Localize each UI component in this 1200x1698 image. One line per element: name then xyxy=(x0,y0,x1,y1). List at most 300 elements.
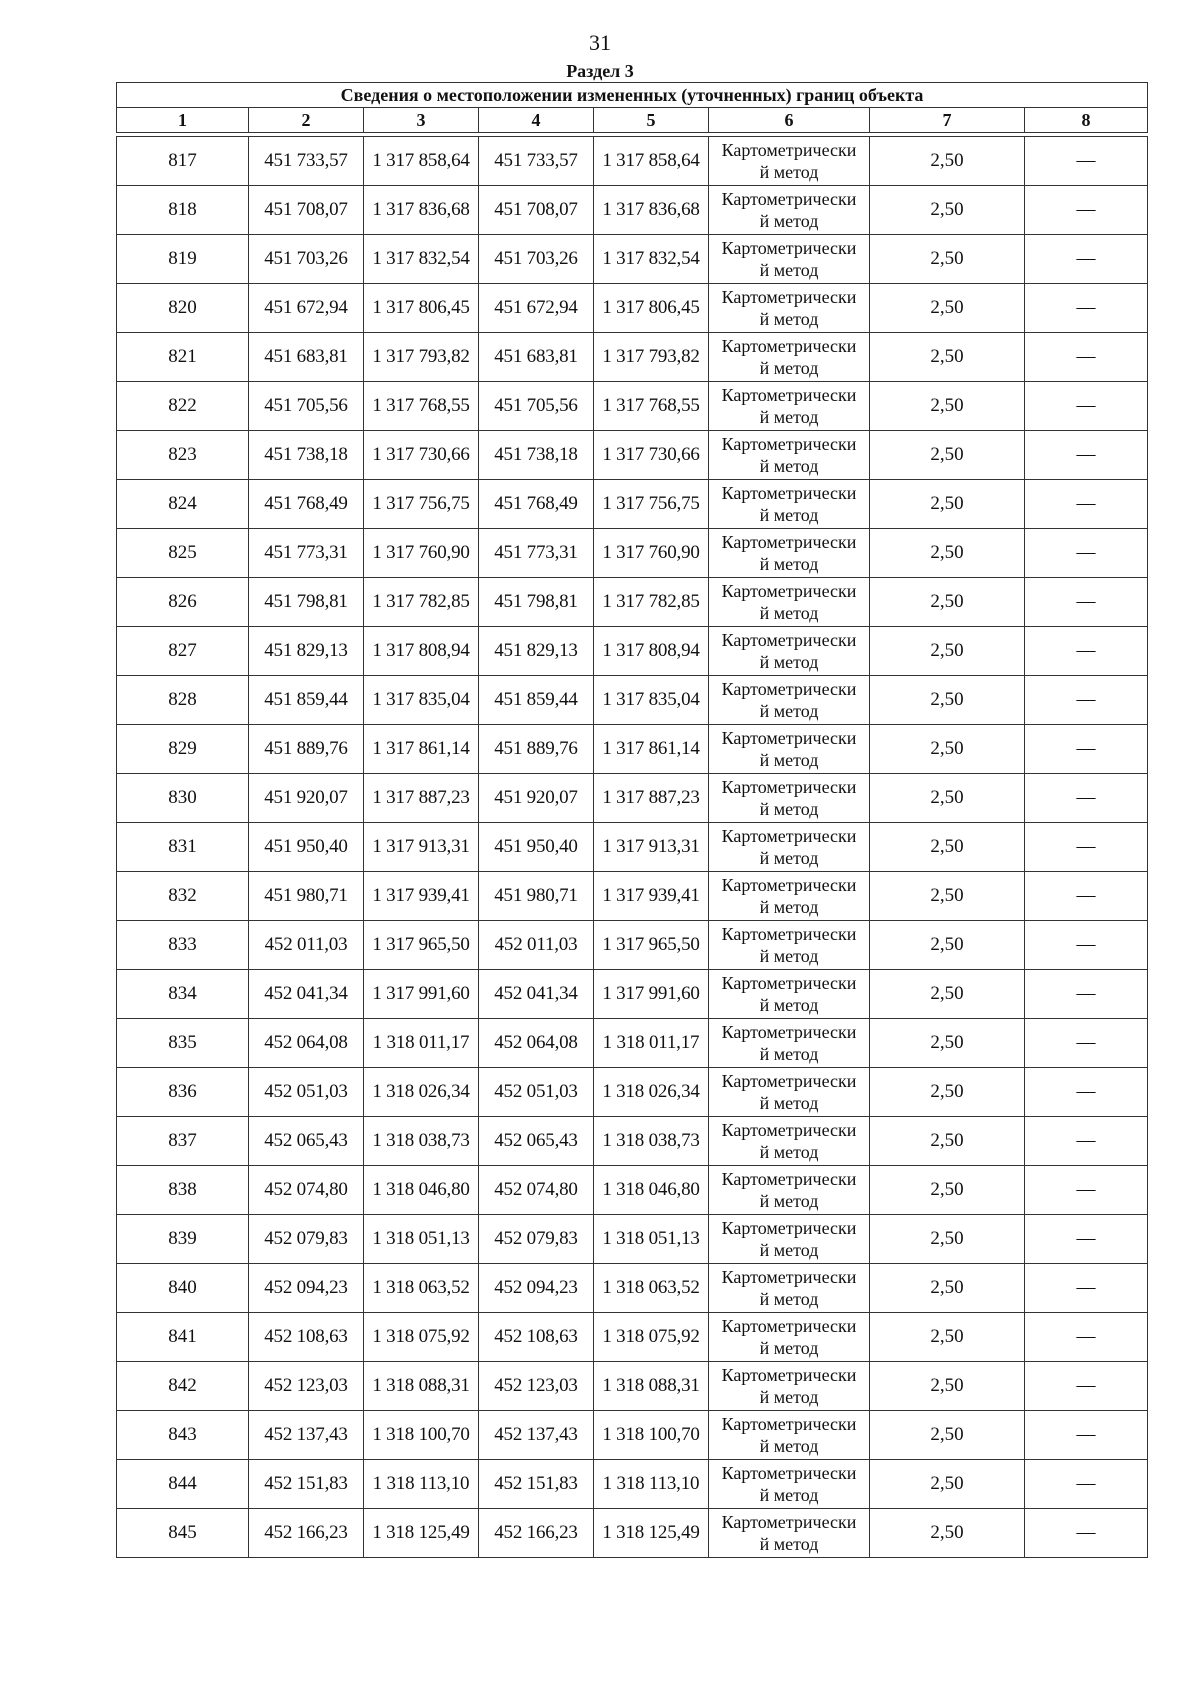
y-existing-cell: 1 318 125,49 xyxy=(364,1509,479,1558)
note-cell: — xyxy=(1025,333,1148,382)
y-refined-cell: 1 317 861,14 xyxy=(594,725,709,774)
point-number-cell: 844 xyxy=(117,1460,249,1509)
point-number-cell: 835 xyxy=(117,1019,249,1068)
y-existing-cell: 1 317 991,60 xyxy=(364,970,479,1019)
y-refined-cell: 1 317 808,94 xyxy=(594,627,709,676)
method-cell xyxy=(709,774,870,823)
method-cell xyxy=(709,578,870,627)
method-text-line1: Картометрически xyxy=(721,630,857,650)
table-row xyxy=(117,1019,1148,1068)
y-refined-cell: 1 318 046,80 xyxy=(594,1166,709,1215)
method-cell xyxy=(709,529,870,578)
point-number-cell: 817 xyxy=(117,137,249,186)
accuracy-cell: 2,50 xyxy=(870,333,1025,382)
table-row xyxy=(117,921,1148,970)
point-number-cell: 820 xyxy=(117,284,249,333)
coordinates-table xyxy=(116,82,1148,1558)
point-number-cell: 825 xyxy=(117,529,249,578)
method-text-line1: Картометрически xyxy=(721,238,857,258)
y-refined-cell: 1 317 782,85 xyxy=(594,578,709,627)
y-refined-cell: 1 317 939,41 xyxy=(594,872,709,921)
x-existing-cell: 451 859,44 xyxy=(249,676,364,725)
note-cell: — xyxy=(1025,1019,1148,1068)
accuracy-cell: 2,50 xyxy=(870,1019,1025,1068)
note-cell: — xyxy=(1025,431,1148,480)
y-existing-cell: 1 317 887,23 xyxy=(364,774,479,823)
x-refined-cell: 451 950,40 xyxy=(479,823,594,872)
method-text-line1: Картометрически xyxy=(721,924,857,944)
y-existing-cell: 1 318 051,13 xyxy=(364,1215,479,1264)
column-number-row xyxy=(117,108,1148,133)
y-refined-cell: 1 318 063,52 xyxy=(594,1264,709,1313)
column-number-3: 3 xyxy=(364,108,479,133)
y-refined-cell: 1 317 836,68 xyxy=(594,186,709,235)
y-existing-cell: 1 317 858,64 xyxy=(364,137,479,186)
accuracy-cell: 2,50 xyxy=(870,774,1025,823)
y-refined-cell: 1 317 760,90 xyxy=(594,529,709,578)
x-existing-cell: 451 980,71 xyxy=(249,872,364,921)
y-existing-cell: 1 317 730,66 xyxy=(364,431,479,480)
y-existing-cell: 1 317 832,54 xyxy=(364,235,479,284)
x-refined-cell: 451 703,26 xyxy=(479,235,594,284)
column-number-1: 1 xyxy=(117,108,249,133)
x-existing-cell: 451 889,76 xyxy=(249,725,364,774)
y-refined-cell: 1 318 075,92 xyxy=(594,1313,709,1362)
y-existing-cell: 1 318 063,52 xyxy=(364,1264,479,1313)
method-text-line2: й метод xyxy=(759,750,819,770)
x-refined-cell: 451 768,49 xyxy=(479,480,594,529)
y-refined-cell: 1 318 011,17 xyxy=(594,1019,709,1068)
y-existing-cell: 1 317 835,04 xyxy=(364,676,479,725)
accuracy-cell: 2,50 xyxy=(870,578,1025,627)
accuracy-cell: 2,50 xyxy=(870,921,1025,970)
column-number-4: 4 xyxy=(479,108,594,133)
accuracy-cell: 2,50 xyxy=(870,627,1025,676)
method-text-line2: й метод xyxy=(759,1485,819,1505)
column-number-7: 7 xyxy=(870,108,1025,133)
y-refined-cell: 1 317 756,75 xyxy=(594,480,709,529)
table-row xyxy=(117,872,1148,921)
y-existing-cell: 1 317 861,14 xyxy=(364,725,479,774)
method-text-line1: Картометрически xyxy=(721,679,857,699)
y-refined-cell: 1 318 051,13 xyxy=(594,1215,709,1264)
method-text-line1: Картометрически xyxy=(721,777,857,797)
table-row xyxy=(117,1509,1148,1558)
method-cell xyxy=(709,1264,870,1313)
note-cell: — xyxy=(1025,1313,1148,1362)
method-text-line1: Картометрически xyxy=(721,1267,857,1287)
point-number-cell: 839 xyxy=(117,1215,249,1264)
x-existing-cell: 451 829,13 xyxy=(249,627,364,676)
note-cell: — xyxy=(1025,1215,1148,1264)
point-number-cell: 840 xyxy=(117,1264,249,1313)
method-cell xyxy=(709,1019,870,1068)
method-cell xyxy=(709,1215,870,1264)
x-refined-cell: 451 672,94 xyxy=(479,284,594,333)
x-existing-cell: 451 768,49 xyxy=(249,480,364,529)
method-text-line1: Картометрически xyxy=(721,189,857,209)
y-existing-cell: 1 318 113,10 xyxy=(364,1460,479,1509)
accuracy-cell: 2,50 xyxy=(870,970,1025,1019)
x-existing-cell: 451 920,07 xyxy=(249,774,364,823)
x-existing-cell: 452 108,63 xyxy=(249,1313,364,1362)
x-existing-cell: 452 123,03 xyxy=(249,1362,364,1411)
y-refined-cell: 1 318 125,49 xyxy=(594,1509,709,1558)
note-cell: — xyxy=(1025,676,1148,725)
method-cell xyxy=(709,627,870,676)
note-cell: — xyxy=(1025,921,1148,970)
point-number-cell: 842 xyxy=(117,1362,249,1411)
x-refined-cell: 452 079,83 xyxy=(479,1215,594,1264)
accuracy-cell: 2,50 xyxy=(870,1117,1025,1166)
method-text-line1: Картометрически xyxy=(721,1316,857,1336)
x-refined-cell: 452 074,80 xyxy=(479,1166,594,1215)
x-refined-cell: 451 705,56 xyxy=(479,382,594,431)
column-number-8: 8 xyxy=(1025,108,1148,133)
x-existing-cell: 451 683,81 xyxy=(249,333,364,382)
point-number-cell: 836 xyxy=(117,1068,249,1117)
method-cell xyxy=(709,921,870,970)
method-text-line1: Картометрически xyxy=(721,581,857,601)
point-number-cell: 838 xyxy=(117,1166,249,1215)
table-caption: Сведения о местоположении измененных (уточненных) границ объекта xyxy=(117,83,1148,108)
point-number-cell: 821 xyxy=(117,333,249,382)
method-cell xyxy=(709,1509,870,1558)
note-cell: — xyxy=(1025,186,1148,235)
accuracy-cell: 2,50 xyxy=(870,1264,1025,1313)
accuracy-cell: 2,50 xyxy=(870,725,1025,774)
y-refined-cell: 1 318 038,73 xyxy=(594,1117,709,1166)
table-row xyxy=(117,1362,1148,1411)
method-text-line2: й метод xyxy=(759,211,819,231)
x-existing-cell: 451 733,57 xyxy=(249,137,364,186)
y-existing-cell: 1 317 836,68 xyxy=(364,186,479,235)
point-number-cell: 829 xyxy=(117,725,249,774)
method-text-line2: й метод xyxy=(759,358,819,378)
x-refined-cell: 451 683,81 xyxy=(479,333,594,382)
method-text-line2: й метод xyxy=(759,848,819,868)
y-refined-cell: 1 317 887,23 xyxy=(594,774,709,823)
x-refined-cell: 451 738,18 xyxy=(479,431,594,480)
x-refined-cell: 451 829,13 xyxy=(479,627,594,676)
method-text-line2: й метод xyxy=(759,505,819,525)
accuracy-cell: 2,50 xyxy=(870,872,1025,921)
note-cell: — xyxy=(1025,284,1148,333)
x-existing-cell: 452 137,43 xyxy=(249,1411,364,1460)
note-cell: — xyxy=(1025,1166,1148,1215)
table-row xyxy=(117,431,1148,480)
table-row xyxy=(117,970,1148,1019)
note-cell: — xyxy=(1025,872,1148,921)
method-text-line2: й метод xyxy=(759,995,819,1015)
x-existing-cell: 451 703,26 xyxy=(249,235,364,284)
table-row xyxy=(117,1215,1148,1264)
y-existing-cell: 1 317 768,55 xyxy=(364,382,479,431)
table-row xyxy=(117,774,1148,823)
x-refined-cell: 452 123,03 xyxy=(479,1362,594,1411)
point-number-cell: 843 xyxy=(117,1411,249,1460)
accuracy-cell: 2,50 xyxy=(870,1215,1025,1264)
table-row xyxy=(117,823,1148,872)
method-text-line1: Картометрически xyxy=(721,1120,857,1140)
point-number-cell: 824 xyxy=(117,480,249,529)
x-existing-cell: 451 950,40 xyxy=(249,823,364,872)
x-existing-cell: 452 166,23 xyxy=(249,1509,364,1558)
accuracy-cell: 2,50 xyxy=(870,676,1025,725)
y-existing-cell: 1 318 046,80 xyxy=(364,1166,479,1215)
x-refined-cell: 452 137,43 xyxy=(479,1411,594,1460)
point-number-cell: 828 xyxy=(117,676,249,725)
x-existing-cell: 452 094,23 xyxy=(249,1264,364,1313)
note-cell: — xyxy=(1025,1362,1148,1411)
method-text-line1: Картометрически xyxy=(721,1414,857,1434)
method-text-line1: Картометрически xyxy=(721,336,857,356)
x-existing-cell: 452 051,03 xyxy=(249,1068,364,1117)
note-cell: — xyxy=(1025,823,1148,872)
x-refined-cell: 452 051,03 xyxy=(479,1068,594,1117)
note-cell: — xyxy=(1025,627,1148,676)
note-cell: — xyxy=(1025,725,1148,774)
x-refined-cell: 451 733,57 xyxy=(479,137,594,186)
y-existing-cell: 1 317 806,45 xyxy=(364,284,479,333)
note-cell: — xyxy=(1025,235,1148,284)
x-refined-cell: 452 094,23 xyxy=(479,1264,594,1313)
table-row xyxy=(117,1411,1148,1460)
method-text-line1: Картометрически xyxy=(721,1463,857,1483)
method-text-line2: й метод xyxy=(759,701,819,721)
method-text-line2: й метод xyxy=(759,456,819,476)
method-cell xyxy=(709,431,870,480)
accuracy-cell: 2,50 xyxy=(870,1166,1025,1215)
y-refined-cell: 1 317 793,82 xyxy=(594,333,709,382)
method-text-line1: Картометрически xyxy=(721,532,857,552)
method-cell xyxy=(709,284,870,333)
y-refined-cell: 1 317 768,55 xyxy=(594,382,709,431)
x-refined-cell: 451 889,76 xyxy=(479,725,594,774)
point-number-cell: 818 xyxy=(117,186,249,235)
y-refined-cell: 1 318 088,31 xyxy=(594,1362,709,1411)
method-text-line2: й метод xyxy=(759,309,819,329)
method-text-line1: Картометрически xyxy=(721,1169,857,1189)
x-existing-cell: 452 065,43 xyxy=(249,1117,364,1166)
method-text-line1: Картометрически xyxy=(721,728,857,748)
point-number-cell: 823 xyxy=(117,431,249,480)
accuracy-cell: 2,50 xyxy=(870,1362,1025,1411)
y-existing-cell: 1 318 088,31 xyxy=(364,1362,479,1411)
method-text-line2: й метод xyxy=(759,1289,819,1309)
x-refined-cell: 451 859,44 xyxy=(479,676,594,725)
table-row xyxy=(117,627,1148,676)
x-refined-cell: 451 708,07 xyxy=(479,186,594,235)
method-text-line1: Картометрически xyxy=(721,1365,857,1385)
method-cell xyxy=(709,1117,870,1166)
note-cell: — xyxy=(1025,1460,1148,1509)
table-row xyxy=(117,1166,1148,1215)
point-number-cell: 831 xyxy=(117,823,249,872)
point-number-cell: 832 xyxy=(117,872,249,921)
table-row xyxy=(117,333,1148,382)
accuracy-cell: 2,50 xyxy=(870,529,1025,578)
page-number: 31 xyxy=(589,30,611,55)
column-number-6: 6 xyxy=(709,108,870,133)
y-refined-cell: 1 317 991,60 xyxy=(594,970,709,1019)
method-text-line1: Картометрически xyxy=(721,973,857,993)
x-existing-cell: 451 773,31 xyxy=(249,529,364,578)
method-cell xyxy=(709,725,870,774)
accuracy-cell: 2,50 xyxy=(870,1068,1025,1117)
accuracy-cell: 2,50 xyxy=(870,431,1025,480)
accuracy-cell: 2,50 xyxy=(870,382,1025,431)
x-existing-cell: 451 798,81 xyxy=(249,578,364,627)
x-existing-cell: 452 151,83 xyxy=(249,1460,364,1509)
x-refined-cell: 452 108,63 xyxy=(479,1313,594,1362)
method-cell xyxy=(709,1166,870,1215)
y-existing-cell: 1 317 965,50 xyxy=(364,921,479,970)
method-cell xyxy=(709,137,870,186)
note-cell: — xyxy=(1025,1264,1148,1313)
x-refined-cell: 451 773,31 xyxy=(479,529,594,578)
table-row xyxy=(117,676,1148,725)
y-existing-cell: 1 317 939,41 xyxy=(364,872,479,921)
method-text-line1: Картометрически xyxy=(721,1022,857,1042)
accuracy-cell: 2,50 xyxy=(870,823,1025,872)
method-cell xyxy=(709,1460,870,1509)
table-row xyxy=(117,284,1148,333)
note-cell: — xyxy=(1025,1411,1148,1460)
section-title: Раздел 3 xyxy=(566,61,634,81)
method-text-line2: й метод xyxy=(759,1142,819,1162)
method-cell xyxy=(709,382,870,431)
y-refined-cell: 1 317 806,45 xyxy=(594,284,709,333)
table-row xyxy=(117,1460,1148,1509)
method-text-line2: й метод xyxy=(759,946,819,966)
method-text-line2: й метод xyxy=(759,603,819,623)
table-row xyxy=(117,578,1148,627)
x-existing-cell: 451 738,18 xyxy=(249,431,364,480)
table-row xyxy=(117,529,1148,578)
method-cell xyxy=(709,333,870,382)
x-existing-cell: 452 011,03 xyxy=(249,921,364,970)
method-text-line2: й метод xyxy=(759,799,819,819)
x-refined-cell: 452 064,08 xyxy=(479,1019,594,1068)
method-cell xyxy=(709,1313,870,1362)
point-number-cell: 841 xyxy=(117,1313,249,1362)
x-existing-cell: 452 064,08 xyxy=(249,1019,364,1068)
x-refined-cell: 452 166,23 xyxy=(479,1509,594,1558)
y-existing-cell: 1 317 913,31 xyxy=(364,823,479,872)
point-number-cell: 827 xyxy=(117,627,249,676)
y-existing-cell: 1 318 026,34 xyxy=(364,1068,479,1117)
method-text-line2: й метод xyxy=(759,652,819,672)
x-existing-cell: 452 074,80 xyxy=(249,1166,364,1215)
method-cell xyxy=(709,823,870,872)
table-row xyxy=(117,1117,1148,1166)
method-text-line2: й метод xyxy=(759,1436,819,1456)
note-cell: — xyxy=(1025,529,1148,578)
y-existing-cell: 1 317 756,75 xyxy=(364,480,479,529)
y-existing-cell: 1 317 808,94 xyxy=(364,627,479,676)
y-refined-cell: 1 317 913,31 xyxy=(594,823,709,872)
note-cell: — xyxy=(1025,578,1148,627)
y-refined-cell: 1 317 965,50 xyxy=(594,921,709,970)
accuracy-cell: 2,50 xyxy=(870,284,1025,333)
x-existing-cell: 452 041,34 xyxy=(249,970,364,1019)
x-existing-cell: 451 672,94 xyxy=(249,284,364,333)
method-cell xyxy=(709,970,870,1019)
accuracy-cell: 2,50 xyxy=(870,235,1025,284)
method-text-line2: й метод xyxy=(759,1534,819,1554)
method-text-line2: й метод xyxy=(759,260,819,280)
y-refined-cell: 1 317 832,54 xyxy=(594,235,709,284)
table-row xyxy=(117,235,1148,284)
method-cell xyxy=(709,1362,870,1411)
point-number-cell: 819 xyxy=(117,235,249,284)
y-existing-cell: 1 318 011,17 xyxy=(364,1019,479,1068)
table-row xyxy=(117,137,1148,186)
x-existing-cell: 451 705,56 xyxy=(249,382,364,431)
method-text-line1: Картометрически xyxy=(721,287,857,307)
table-row xyxy=(117,186,1148,235)
note-cell: — xyxy=(1025,382,1148,431)
method-cell xyxy=(709,676,870,725)
note-cell: — xyxy=(1025,1509,1148,1558)
note-cell: — xyxy=(1025,774,1148,823)
accuracy-cell: 2,50 xyxy=(870,186,1025,235)
method-text-line1: Картометрически xyxy=(721,826,857,846)
method-cell xyxy=(709,480,870,529)
point-number-cell: 830 xyxy=(117,774,249,823)
y-existing-cell: 1 317 760,90 xyxy=(364,529,479,578)
y-existing-cell: 1 318 038,73 xyxy=(364,1117,479,1166)
method-text-line1: Картометрически xyxy=(721,1512,857,1532)
x-refined-cell: 452 041,34 xyxy=(479,970,594,1019)
y-refined-cell: 1 317 835,04 xyxy=(594,676,709,725)
note-cell: — xyxy=(1025,137,1148,186)
method-text-line2: й метод xyxy=(759,1387,819,1407)
accuracy-cell: 2,50 xyxy=(870,480,1025,529)
method-text-line2: й метод xyxy=(759,554,819,574)
note-cell: — xyxy=(1025,1068,1148,1117)
x-existing-cell: 451 708,07 xyxy=(249,186,364,235)
table-row xyxy=(117,382,1148,431)
table-row xyxy=(117,1068,1148,1117)
y-existing-cell: 1 317 782,85 xyxy=(364,578,479,627)
method-text-line1: Картометрически xyxy=(721,1218,857,1238)
method-text-line1: Картометрически xyxy=(721,140,857,160)
method-text-line1: Картометрически xyxy=(721,434,857,454)
y-refined-cell: 1 318 026,34 xyxy=(594,1068,709,1117)
y-refined-cell: 1 318 113,10 xyxy=(594,1460,709,1509)
x-refined-cell: 452 065,43 xyxy=(479,1117,594,1166)
note-cell: — xyxy=(1025,480,1148,529)
point-number-cell: 822 xyxy=(117,382,249,431)
note-cell: — xyxy=(1025,970,1148,1019)
table-row xyxy=(117,725,1148,774)
y-existing-cell: 1 318 100,70 xyxy=(364,1411,479,1460)
method-text-line2: й метод xyxy=(759,1240,819,1260)
y-refined-cell: 1 317 730,66 xyxy=(594,431,709,480)
method-cell xyxy=(709,1068,870,1117)
x-refined-cell: 452 151,83 xyxy=(479,1460,594,1509)
table-body xyxy=(117,137,1148,1558)
method-text-line1: Картометрически xyxy=(721,385,857,405)
method-text-line2: й метод xyxy=(759,1191,819,1211)
y-refined-cell: 1 317 858,64 xyxy=(594,137,709,186)
point-number-cell: 837 xyxy=(117,1117,249,1166)
y-refined-cell: 1 318 100,70 xyxy=(594,1411,709,1460)
accuracy-cell: 2,50 xyxy=(870,1460,1025,1509)
accuracy-cell: 2,50 xyxy=(870,137,1025,186)
